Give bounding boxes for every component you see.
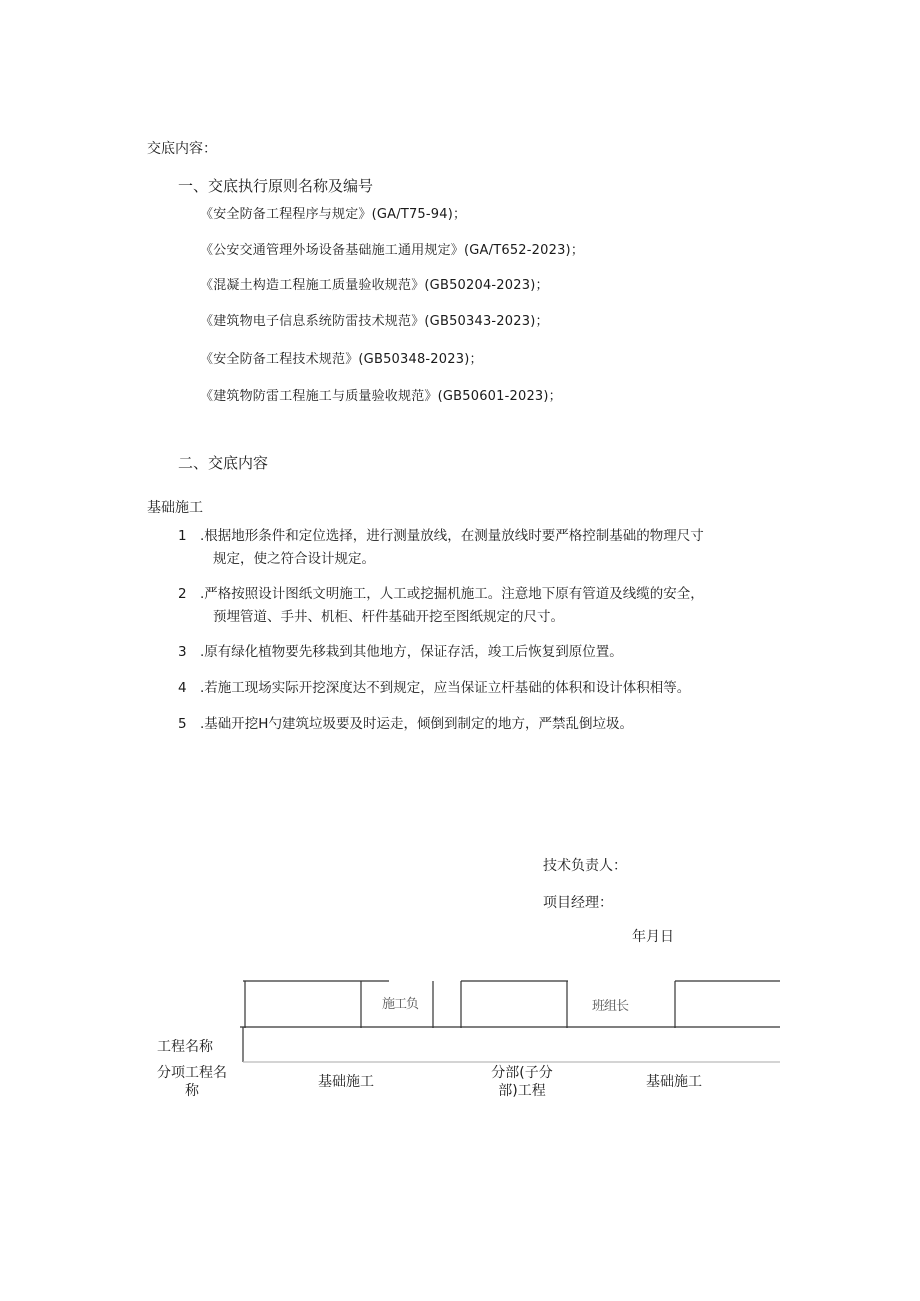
standard-item: 《混凝土构造工程施工质量验收规范》(GB50204-2023)； bbox=[200, 278, 549, 293]
item-number: 4 bbox=[178, 680, 187, 696]
item-text: .基础开挖H勺建筑垃圾要及时运走，倾倒到制定的地方，严禁乱倒垃圾。 bbox=[200, 716, 633, 732]
item-text: .严格按照设计图纸文明施工，人工或挖掘机施工。注意地下原有管道及线缆的安全， bbox=[200, 586, 704, 602]
sub-item-label-line2: 称 bbox=[185, 1083, 199, 1099]
division-label-line1: 分部(子分 bbox=[491, 1065, 553, 1081]
division-label bbox=[484, 1064, 560, 1100]
standard-item: 《建筑物防雷工程施工与质量验收规范》(GB50601-2023)； bbox=[200, 389, 562, 404]
standard-item: 《安全防备工程技术规范》(GB50348-2023)； bbox=[200, 352, 483, 367]
item-text: .原有绿化植物要先移栽到其他地方，保证存活，竣工后恢复到原位置。 bbox=[200, 644, 623, 660]
sub-item-label bbox=[152, 1064, 232, 1100]
section1-title: 一、交底执行原则名称及编号 bbox=[178, 177, 374, 195]
item-text-cont: 规定，使之符合设计规定。 bbox=[213, 551, 375, 567]
intro-label: 交底内容： bbox=[147, 141, 217, 157]
item-text-cont: 预埋管道、手井、机柜、杆件基础开挖至图纸规定的尺寸。 bbox=[213, 609, 564, 625]
date-label: 年月日 bbox=[632, 929, 674, 945]
signature-scrawl: 施工负 bbox=[382, 997, 419, 1012]
division-value: 基础施工 bbox=[646, 1074, 702, 1090]
item-number: 2 bbox=[178, 586, 187, 602]
item-number: 1 bbox=[178, 528, 187, 544]
item-number: 5 bbox=[178, 716, 187, 732]
section2-subtitle: 基础施工 bbox=[147, 500, 203, 516]
division-label-line2: 部)工程 bbox=[498, 1083, 546, 1099]
standard-item: 《建筑物电子信息系统防雷技术规范》(GB50343-2023)； bbox=[200, 314, 549, 329]
item-number: 3 bbox=[178, 644, 187, 660]
item-text: .若施工现场实际开挖深度达不到规定，应当保证立杆基础的体积和设计体积相等。 bbox=[200, 680, 691, 696]
project-manager-label: 项目经理： bbox=[543, 895, 613, 911]
project-name-label: 工程名称 bbox=[157, 1039, 213, 1055]
standard-item: 《安全防备工程程序与规定》(GA/T75-94)； bbox=[200, 207, 467, 222]
standard-item: 《公安交通管理外场设备基础施工通用规定》(GA/T652-2023)； bbox=[200, 243, 585, 258]
signature-scrawl: 班组长 bbox=[592, 999, 629, 1014]
item-text: .根据地形条件和定位选择，进行测量放线，在测量放线时要严格控制基础的物理尺寸 bbox=[200, 528, 704, 544]
sub-item-value: 基础施工 bbox=[318, 1074, 374, 1090]
section2-title: 二、交底内容 bbox=[178, 454, 269, 472]
sub-item-label-line1: 分项工程名 bbox=[157, 1065, 227, 1081]
tech-lead-label: 技术负责人： bbox=[543, 858, 627, 874]
